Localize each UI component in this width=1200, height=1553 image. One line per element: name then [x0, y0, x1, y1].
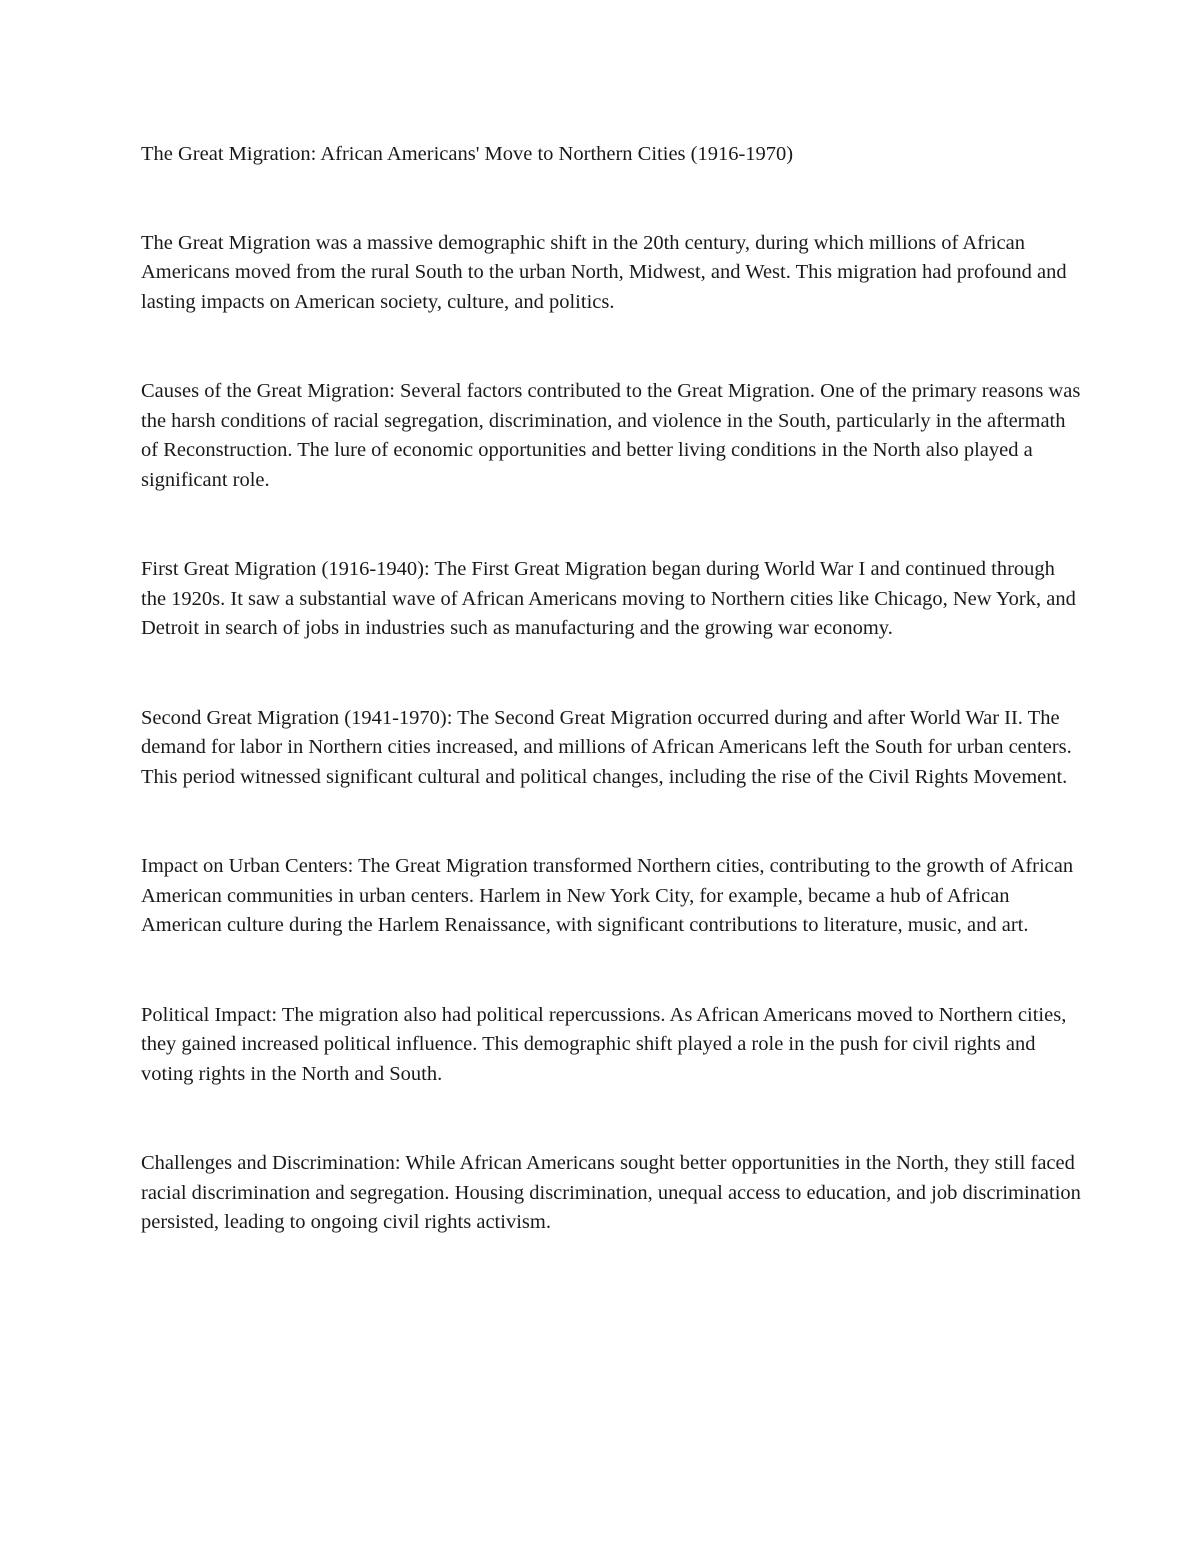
- spacer: [141, 317, 1081, 377]
- spacer: [141, 170, 1081, 229]
- document-title: The Great Migration: African Americans' Move to Northern Cities (1916-1970): [141, 143, 794, 165]
- spacer: [141, 644, 1081, 704]
- spacer: [141, 941, 1081, 1001]
- paragraph-political-impact: Political Impact: The migration also had political repercussions. As African Americans moved to Northern cities, they gained increased political influence. This demographic shift played a role in the push for civil rights and voting rights in the North and South.: [141, 1003, 1067, 1085]
- spacer: [141, 792, 1081, 852]
- document-body: [141, 140, 1081, 1238]
- paragraph-first-migration: First Great Migration (1916-1940): The First Great Migration began during World War I and continued through the 1920s. It saw a substantial wave of African Americans moving to Northern cities like Chicago, New York, and Detroit in search of jobs in industries such as manufacturing and the growing war economy.: [141, 558, 1076, 639]
- spacer: [141, 1089, 1081, 1149]
- paragraph-second-migration: Second Great Migration (1941-1970): The Second Great Migration occurred during and after World War II. The demand for labor in Northern cities increased, and millions of African Americans left the South for urban centers. This period witnessed significant cultural and political changes, including the rise of the Civil Rights Movement.: [141, 706, 1072, 788]
- paragraph-challenges: Challenges and Discrimination: While African Americans sought better opportunities in the North, they still faced racial discrimination and segregation. Housing discrimination, unequal access to education, and job discrimination persisted, leading to ongoing civil rights activism.: [141, 1152, 1081, 1233]
- paragraph-urban-impact: Impact on Urban Centers: The Great Migration transformed Northern cities, contributing to the growth of African American communities in urban centers. Harlem in New York City, for example, became a hub of African American culture during the Harlem Renaissance, with significant contributions to literature, music, and art.: [141, 855, 1074, 936]
- paragraph-causes: Causes of the Great Migration: Several factors contributed to the Great Migration. One of the primary reasons was the harsh conditions of racial segregation, discrimination, and violence in the South, particularly in the aftermath of Reconstruction. The lure of economic opportunities and better living conditions in the North also played a significant role.: [141, 380, 1081, 491]
- paragraph-intro: The Great Migration was a massive demographic shift in the 20th century, during which millions of African Americans moved from the rural South to the urban North, Midwest, and West. This migration had profound and lasting impacts on American society, culture, and politics.: [141, 231, 1067, 313]
- spacer: [141, 495, 1081, 555]
